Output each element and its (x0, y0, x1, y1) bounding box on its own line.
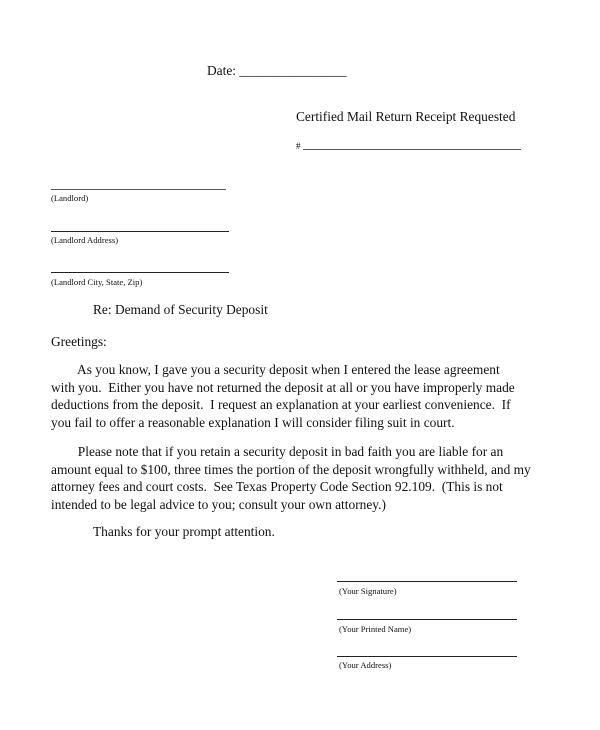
landlord-city-line (51, 272, 229, 273)
landlord-address-line (51, 231, 229, 232)
paragraph-line: As you know, I gave you a security deposit when I entered the lease agreement (51, 362, 500, 377)
landlord-name-line (51, 189, 226, 190)
paragraph-deposit-request (51, 361, 551, 431)
printed-name-label: (Your Printed Name) (339, 624, 412, 634)
your-address-line (337, 656, 517, 657)
signature-label: (Your Signature) (339, 586, 397, 596)
paragraph-line: with you. Either you have not returned the deposit at all or you have improperly made (51, 379, 515, 395)
paragraph-line: attorney fees and court costs. See Texas Property Code Section 92.109. (This is not (51, 479, 503, 494)
landlord-address-label: (Landlord Address) (51, 235, 119, 245)
greeting: Greetings: (51, 334, 107, 349)
certified-number-prefix: # (296, 141, 301, 151)
subject-line: Re: Demand of Security Deposit (93, 302, 268, 317)
your-address-label: (Your Address) (339, 660, 392, 670)
paragraph-bad-faith-notice (51, 443, 551, 513)
paragraph-line: deductions from the deposit. I request an explanation at your earliest convenience. If (51, 397, 511, 412)
paragraph-line: intended to be legal advice to you; consult your own attorney.) (51, 496, 386, 512)
closing-line: Thanks for your prompt attention. (93, 524, 275, 539)
certified-number-line (303, 149, 521, 150)
paragraph-line: you fail to offer a reasonable explanation I will consider filing suit in court. (51, 414, 455, 430)
certified-mail-heading: Certified Mail Return Receipt Requested (296, 109, 516, 124)
signature-line (337, 581, 517, 582)
landlord-label: (Landlord) (51, 193, 89, 203)
landlord-city-label: (Landlord City, State, Zip) (51, 277, 143, 287)
paragraph-line: amount equal to $100, three times the portion of the deposit wrongfully withheld, and my (51, 461, 531, 477)
paragraph-line: Please note that if you retain a security deposit in bad faith you are liable for an (51, 444, 504, 459)
date-line: Date: ________________ (207, 63, 347, 78)
printed-name-line (337, 619, 517, 620)
